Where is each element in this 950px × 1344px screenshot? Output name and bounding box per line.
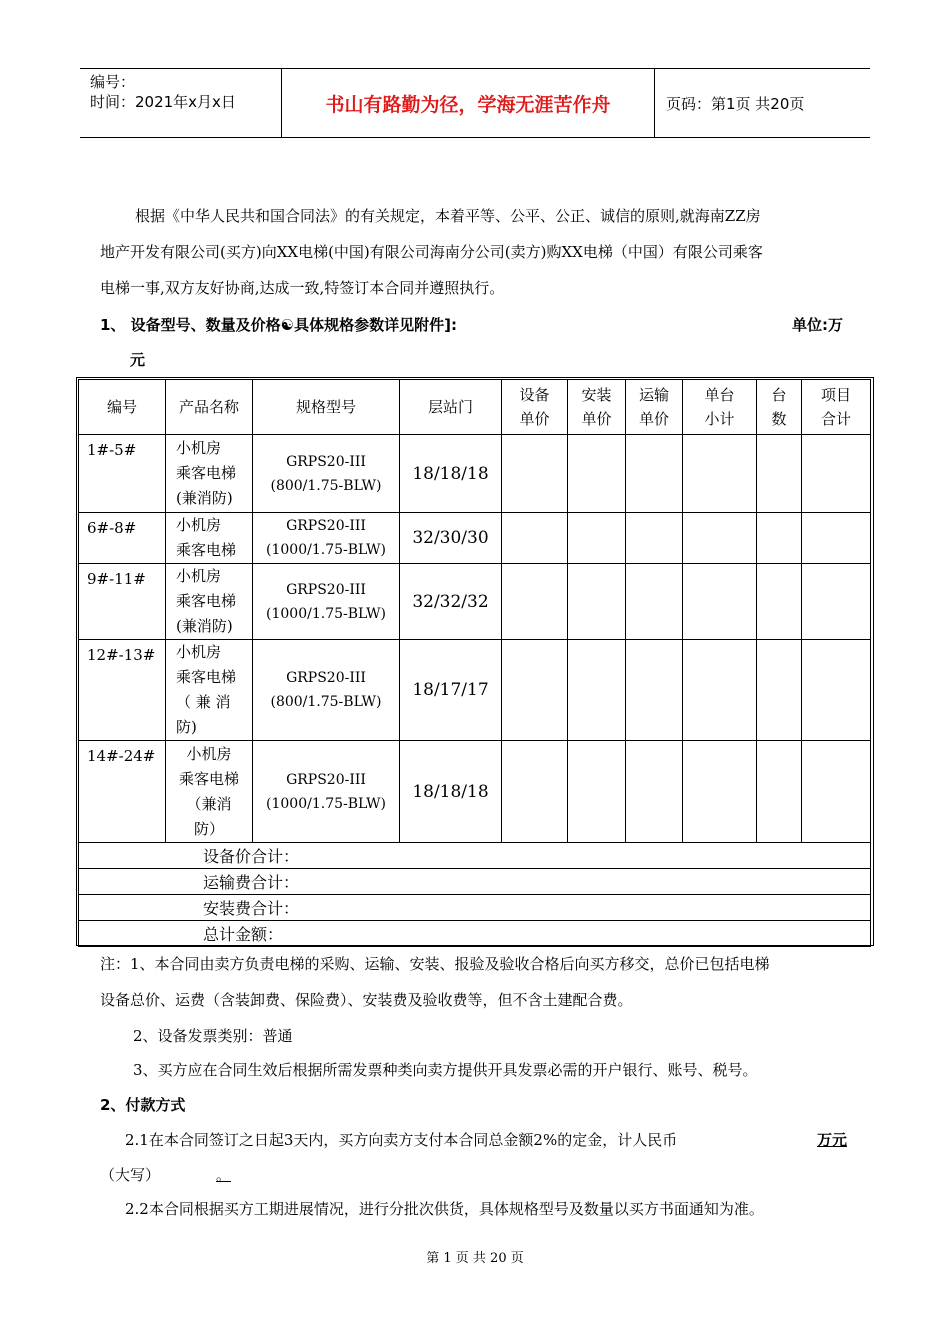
page-header (80, 68, 870, 138)
row-spec: GRPS20-III (1000/1.75-BLW) (253, 513, 400, 564)
header-cell-spec: 规格型号 (253, 380, 400, 435)
clause-2-1-line-2: （大写） (100, 1166, 161, 1184)
total-equipment[interactable]: 设备价合计： (79, 843, 871, 869)
row-product: 小机房 乘客电梯 (兼消防) (166, 564, 253, 640)
row-equip-price[interactable] (502, 640, 568, 741)
row-transport-price[interactable] (626, 513, 683, 564)
row-install-price[interactable] (568, 741, 626, 843)
table-row (79, 640, 871, 741)
table-row (79, 513, 871, 564)
total-install[interactable]: 安装费合计： (79, 895, 871, 921)
intro-line-2: 地产开发有限公司(买方)向XX电梯(中国)有限公司海南分公司(卖方)购XX电梯（中国）有限公司乘客 (100, 243, 763, 261)
header-cell-number: 编号 (79, 380, 166, 435)
header-page-info: 页码：第1页 共20页 (666, 95, 805, 113)
row-number: 1#-5# (79, 435, 166, 513)
row-item-total[interactable] (802, 564, 871, 640)
header-cell-item-total: 项目 合计 (802, 380, 871, 435)
row-equip-price[interactable] (502, 564, 568, 640)
header-motto: 书山有路勤为径，学海无涯苦作舟 (282, 69, 655, 137)
note-1-line-2: 设备总价、运费（含装卸费、保险费）、安装费及验收费等，但不含土建配合费。 (100, 991, 633, 1009)
row-qty[interactable] (757, 640, 802, 741)
row-item-total[interactable] (802, 741, 871, 843)
row-number: 9#-11# (79, 564, 166, 640)
page-footer: 第 1 页 共 20 页 (426, 1251, 524, 1266)
row-install-price[interactable] (568, 513, 626, 564)
row-qty[interactable] (757, 741, 802, 843)
row-product: 小机房 乘客电梯 (166, 513, 253, 564)
row-floors: 32/32/32 (400, 564, 502, 640)
row-spec: GRPS20-III (1000/1.75-BLW) (253, 564, 400, 640)
row-install-price[interactable] (568, 564, 626, 640)
total-transport[interactable]: 运输费合计： (79, 869, 871, 895)
row-transport-price[interactable] (626, 564, 683, 640)
time-label: 时间：2021年x月x日 (90, 93, 236, 111)
intro-line-3: 电梯一事,双方友好协商,达成一致,特签订本合同并遵照执行。 (100, 279, 505, 297)
table-row (79, 741, 871, 843)
total-equipment-row (79, 843, 871, 869)
row-floors: 18/18/18 (400, 741, 502, 843)
clause-2-1-unit: 万元 (817, 1131, 848, 1149)
row-unit-subtotal[interactable] (683, 741, 757, 843)
header-cell-qty: 台 数 (757, 380, 802, 435)
header-cell-floors: 层站门 (400, 380, 502, 435)
row-floors: 18/18/18 (400, 435, 502, 513)
table-row (79, 564, 871, 640)
row-number: 12#-13# (79, 640, 166, 741)
row-item-total[interactable] (802, 640, 871, 741)
grand-total-row (79, 921, 871, 947)
row-transport-price[interactable] (626, 640, 683, 741)
row-transport-price[interactable] (626, 435, 683, 513)
row-qty[interactable] (757, 513, 802, 564)
header-cell-product: 产品名称 (166, 380, 253, 435)
intro-line-1: 根据《中华人民共和国合同法》的有关规定，本着平等、公平、公正、诚信的原则,就海南ZZ房 (135, 207, 761, 225)
row-unit-subtotal[interactable] (683, 640, 757, 741)
section-2-title: 2、付款方式 (100, 1096, 186, 1114)
row-number: 6#-8# (79, 513, 166, 564)
row-floors: 32/30/30 (400, 513, 502, 564)
row-qty[interactable] (757, 564, 802, 640)
clause-2-1-blank[interactable]: 。 (216, 1166, 232, 1184)
row-product: 小机房 乘客电梯 （兼消 防） (166, 741, 253, 843)
header-cell-transport-price: 运输 单价 (626, 380, 683, 435)
row-product: 小机房 乘客电梯 (兼消防) (166, 435, 253, 513)
clause-2-2: 2.2本合同根据买方工期进展情况，进行分批次供货，具体规格型号及数量以买方书面通知为准。 (125, 1200, 764, 1218)
row-equip-price[interactable] (502, 741, 568, 843)
table-row (79, 435, 871, 513)
row-install-price[interactable] (568, 435, 626, 513)
row-equip-price[interactable] (502, 513, 568, 564)
table-header-row (79, 380, 871, 435)
row-spec: GRPS20-III (1000/1.75-BLW) (253, 741, 400, 843)
row-unit-subtotal[interactable] (683, 435, 757, 513)
section-1-unit: 单位:万 (792, 316, 843, 334)
row-product: 小机房 乘客电梯 （ 兼 消 防) (166, 640, 253, 741)
header-cell-install-price: 安装 单价 (568, 380, 626, 435)
price-table (78, 379, 871, 947)
row-spec: GRPS20-III (800/1.75-BLW) (253, 435, 400, 513)
row-item-total[interactable] (802, 435, 871, 513)
row-number: 14#-24# (79, 741, 166, 843)
clause-2-1-line-1: 2.1在本合同签订之日起3天内，买方向卖方支付本合同总金额2%的定金，计人民币 (125, 1131, 678, 1149)
row-equip-price[interactable] (502, 435, 568, 513)
row-item-total[interactable] (802, 513, 871, 564)
note-3: 3、买方应在合同生效后根据所需发票种类向卖方提供开具发票必需的开户银行、账号、税号。 (133, 1061, 758, 1079)
number-label: 编号： (90, 73, 136, 91)
note-1-line-1: 注：1、本合同由卖方负责电梯的采购、运输、安装、报验及验收合格后向买方移交，总价已包括电梯 (100, 955, 770, 973)
section-1-title: 1、 设备型号、数量及价格☯具体规格参数详见附件]: (100, 316, 457, 334)
header-cell-equip-price: 设备 单价 (502, 380, 568, 435)
section-1-unit-cont: 元 (130, 351, 146, 369)
row-spec: GRPS20-III (800/1.75-BLW) (253, 640, 400, 741)
row-install-price[interactable] (568, 640, 626, 741)
note-2: 2、设备发票类别：普通 (133, 1027, 293, 1045)
total-install-row (79, 895, 871, 921)
row-floors: 18/17/17 (400, 640, 502, 741)
header-meta (80, 69, 282, 137)
row-unit-subtotal[interactable] (683, 564, 757, 640)
total-transport-row (79, 869, 871, 895)
row-qty[interactable] (757, 435, 802, 513)
grand-total[interactable]: 总计金额： (79, 921, 871, 947)
row-unit-subtotal[interactable] (683, 513, 757, 564)
header-cell-unit-subtotal: 单台 小计 (683, 380, 757, 435)
row-transport-price[interactable] (626, 741, 683, 843)
